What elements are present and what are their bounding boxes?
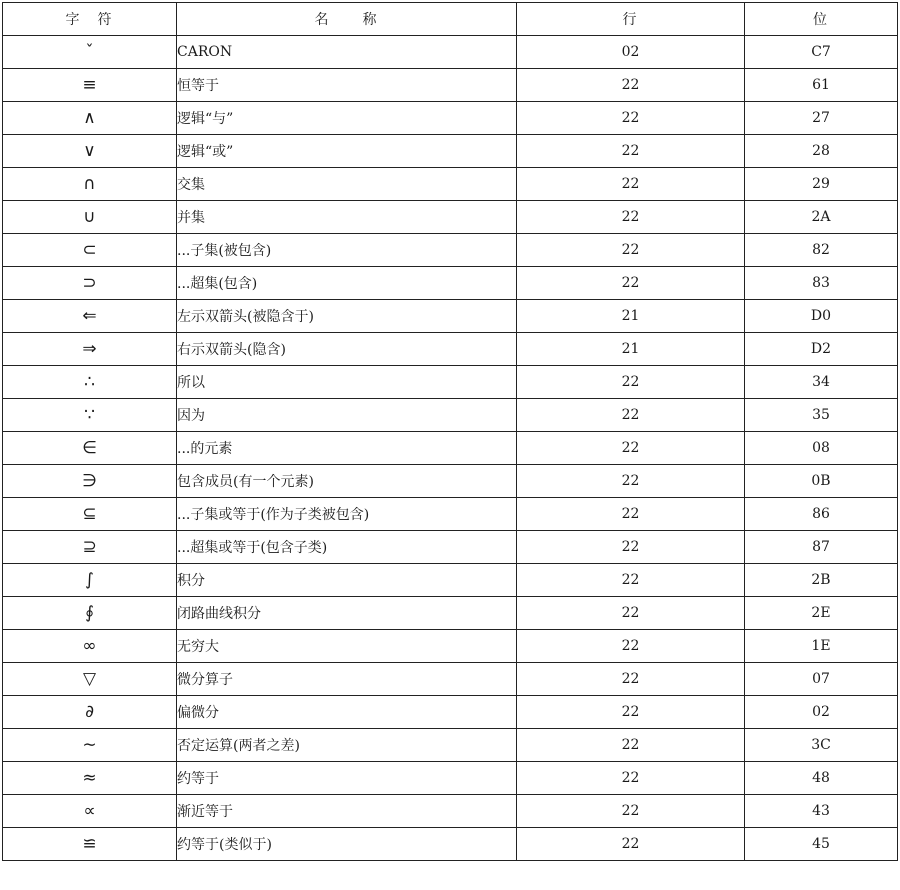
table-row: [3, 36, 898, 69]
symbol-cell: ≈: [3, 762, 177, 795]
table-row: [3, 762, 898, 795]
table-row: [3, 432, 898, 465]
name-cell: 并集: [177, 201, 517, 234]
name-cell: 右示双箭头(隐含): [177, 333, 517, 366]
header-row-code: 行: [517, 3, 745, 36]
name-cell: 渐近等于: [177, 795, 517, 828]
position-cell: 86: [745, 498, 898, 531]
name-cell: ...超集(包含): [177, 267, 517, 300]
symbol-cell: ∵: [3, 399, 177, 432]
header-row: [3, 3, 898, 36]
position-cell: 2B: [745, 564, 898, 597]
row-code-cell: 22: [517, 630, 745, 663]
row-code-cell: 22: [517, 498, 745, 531]
symbol-cell: ⊆: [3, 498, 177, 531]
row-code-cell: 22: [517, 795, 745, 828]
table-row: [3, 201, 898, 234]
row-code-cell: 22: [517, 366, 745, 399]
symbol-cell: ⊂: [3, 234, 177, 267]
name-cell: 包含成员(有一个元素): [177, 465, 517, 498]
name-cell: CARON: [177, 36, 517, 69]
symbol-cell: ⊃: [3, 267, 177, 300]
table-row: [3, 729, 898, 762]
position-cell: 48: [745, 762, 898, 795]
table-row: [3, 366, 898, 399]
row-code-cell: 22: [517, 168, 745, 201]
symbol-cell: ∋: [3, 465, 177, 498]
name-cell: 否定运算(两者之差): [177, 729, 517, 762]
table-row: [3, 564, 898, 597]
row-code-cell: 22: [517, 663, 745, 696]
header-position: 位: [745, 3, 898, 36]
row-code-cell: 22: [517, 201, 745, 234]
table-row: [3, 828, 898, 861]
position-cell: 07: [745, 663, 898, 696]
row-code-cell: 22: [517, 465, 745, 498]
position-cell: 08: [745, 432, 898, 465]
position-cell: 29: [745, 168, 898, 201]
position-cell: 45: [745, 828, 898, 861]
position-cell: 82: [745, 234, 898, 267]
position-cell: 2A: [745, 201, 898, 234]
name-cell: 约等于: [177, 762, 517, 795]
header-char: 字 符: [3, 3, 177, 36]
name-cell: ...子集或等于(作为子类被包含): [177, 498, 517, 531]
symbol-cell: ∩: [3, 168, 177, 201]
name-cell: 因为: [177, 399, 517, 432]
name-cell: 无穷大: [177, 630, 517, 663]
name-cell: 所以: [177, 366, 517, 399]
table-row: [3, 135, 898, 168]
position-cell: 83: [745, 267, 898, 300]
symbol-cell: ∞: [3, 630, 177, 663]
position-cell: 27: [745, 102, 898, 135]
table-row: [3, 531, 898, 564]
name-cell: 闭路曲线积分: [177, 597, 517, 630]
row-code-cell: 22: [517, 597, 745, 630]
symbol-cell: ▽: [3, 663, 177, 696]
row-code-cell: 22: [517, 399, 745, 432]
symbol-cell: ∨: [3, 135, 177, 168]
symbol-cell: ∪: [3, 201, 177, 234]
symbol-cell: ∝: [3, 795, 177, 828]
symbol-cell: ⇒: [3, 333, 177, 366]
row-code-cell: 22: [517, 531, 745, 564]
table-row: [3, 267, 898, 300]
symbol-cell: ∼: [3, 729, 177, 762]
symbol-cell: ∂: [3, 696, 177, 729]
position-cell: 2E: [745, 597, 898, 630]
name-cell: 积分: [177, 564, 517, 597]
table-row: [3, 597, 898, 630]
name-cell: ...子集(被包含): [177, 234, 517, 267]
name-cell: 恒等于: [177, 69, 517, 102]
row-code-cell: 22: [517, 696, 745, 729]
name-cell: 逻辑“与”: [177, 102, 517, 135]
symbol-cell: ∧: [3, 102, 177, 135]
name-cell: 微分算子: [177, 663, 517, 696]
row-code-cell: 22: [517, 729, 745, 762]
name-cell: 逻辑“或”: [177, 135, 517, 168]
position-cell: 34: [745, 366, 898, 399]
name-cell: 左示双箭头(被隐含于): [177, 300, 517, 333]
row-code-cell: 21: [517, 300, 745, 333]
table-row: [3, 333, 898, 366]
position-cell: D0: [745, 300, 898, 333]
symbol-cell: ∴: [3, 366, 177, 399]
table-row: [3, 300, 898, 333]
name-cell: ...超集或等于(包含子类): [177, 531, 517, 564]
row-code-cell: 22: [517, 432, 745, 465]
table-row: [3, 498, 898, 531]
symbol-cell: ˇ: [3, 36, 177, 69]
position-cell: D2: [745, 333, 898, 366]
position-cell: 0B: [745, 465, 898, 498]
row-code-cell: 22: [517, 267, 745, 300]
table-row: [3, 465, 898, 498]
name-cell: 约等于(类似于): [177, 828, 517, 861]
name-cell: 交集: [177, 168, 517, 201]
row-code-cell: 22: [517, 564, 745, 597]
row-code-cell: 21: [517, 333, 745, 366]
table-row: [3, 69, 898, 102]
table-row: [3, 696, 898, 729]
row-code-cell: 22: [517, 135, 745, 168]
symbol-cell: ≌: [3, 828, 177, 861]
table-body: [3, 36, 898, 861]
header-name: 名 称: [177, 3, 517, 36]
row-code-cell: 22: [517, 102, 745, 135]
symbol-cell: ⊇: [3, 531, 177, 564]
position-cell: C7: [745, 36, 898, 69]
table-row: [3, 234, 898, 267]
position-cell: 02: [745, 696, 898, 729]
table-row: [3, 102, 898, 135]
position-cell: 1E: [745, 630, 898, 663]
position-cell: 28: [745, 135, 898, 168]
character-code-table: [2, 2, 898, 861]
symbol-cell: ∮: [3, 597, 177, 630]
row-code-cell: 22: [517, 69, 745, 102]
row-code-cell: 22: [517, 234, 745, 267]
table-row: [3, 663, 898, 696]
position-cell: 43: [745, 795, 898, 828]
table-row: [3, 399, 898, 432]
table-row: [3, 795, 898, 828]
position-cell: 35: [745, 399, 898, 432]
name-cell: 偏微分: [177, 696, 517, 729]
position-cell: 61: [745, 69, 898, 102]
row-code-cell: 02: [517, 36, 745, 69]
position-cell: 3C: [745, 729, 898, 762]
position-cell: 87: [745, 531, 898, 564]
symbol-cell: ∈: [3, 432, 177, 465]
name-cell: ...的元素: [177, 432, 517, 465]
symbol-cell: ∫: [3, 564, 177, 597]
table-row: [3, 630, 898, 663]
table-row: [3, 168, 898, 201]
row-code-cell: 22: [517, 762, 745, 795]
symbol-cell: ≡: [3, 69, 177, 102]
row-code-cell: 22: [517, 828, 745, 861]
symbol-cell: ⇐: [3, 300, 177, 333]
